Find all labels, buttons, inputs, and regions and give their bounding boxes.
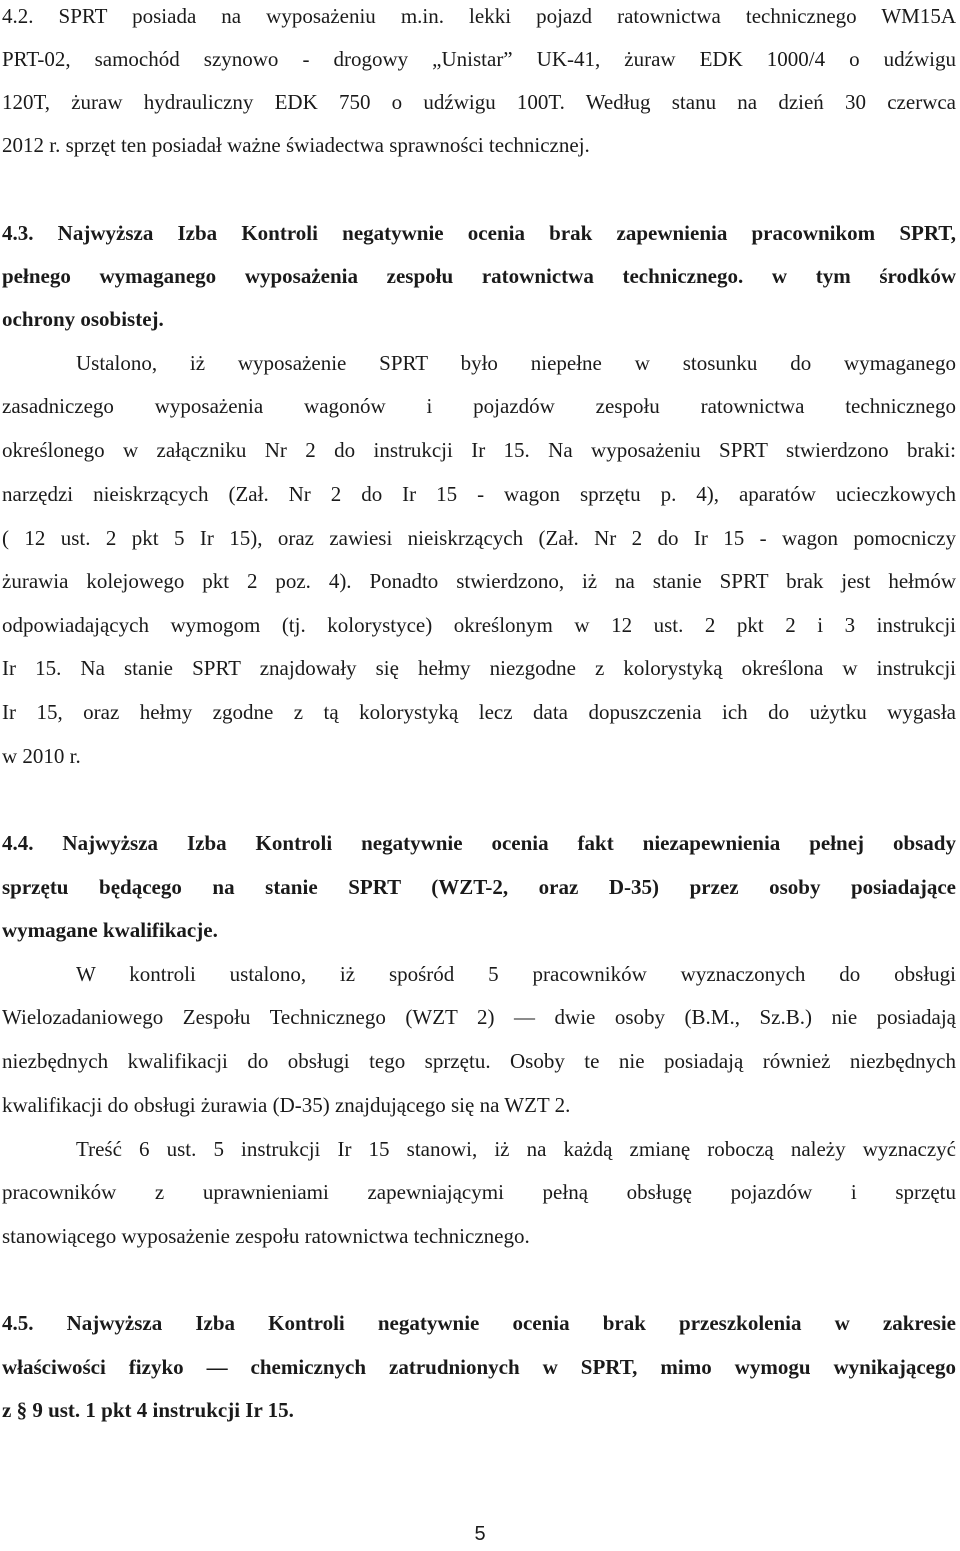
paragraph-4-3-line-2: zasadniczego wyposażenia wagonów i pojazdów zespołu ratownictwa technicznego [2, 394, 956, 418]
paragraph-4-3-line-10: w 2010 r. [2, 744, 81, 768]
heading-4-3-line-3: ochrony osobistej. [2, 307, 164, 331]
heading-4-3-line-2: pełnego wymaganego wyposażenia zespołu ratownictwa technicznego. w tym środków [2, 264, 956, 288]
page-number: 5 [474, 1523, 486, 1545]
heading-4-5-line-2: właściwości fizyko — chemicznych zatrudnionych w SPRT, mimo wymogu wynikającego [2, 1355, 956, 1379]
paragraph-4-3-line-3: określonego w załączniku Nr 2 do instrukcji Ir 15. Na wyposażeniu SPRT stwierdzono braki: [2, 438, 956, 462]
paragraph-4-3-line-6: żurawia kolejowego pkt 2 poz. 4). Ponadto stwierdzono, iż na stanie SPRT brak jest hełmów [2, 569, 956, 593]
paragraph-4-4-line-4: kwalifikacji do obsługi żurawia (D-35) znajdującego się na WZT 2. [2, 1093, 571, 1117]
paragraph-4-2-line-3: 120T, żuraw hydrauliczny EDK 750 o udźwigu 100T. Według stanu na dzień 30 czerwca [2, 90, 956, 114]
paragraph-4-4-line-1: W kontroli ustalono, iż spośród 5 pracowników wyznaczonych do obsługi [76, 962, 956, 986]
heading-4-4-line-1: 4.4. Najwyższa Izba Kontroli negatywnie ocenia fakt niezapewnienia pełnej obsady [2, 831, 956, 855]
paragraph-4-4-line-2: Wielozadaniowego Zespołu Technicznego (WZT 2) — dwie osoby (B.M., Sz.B.) nie posiadają [2, 1005, 956, 1029]
paragraph-4-4-line-3: niezbędnych kwalifikacji do obsługi tego sprzętu. Osoby te nie posiadają również niezbędnych [2, 1049, 956, 1073]
paragraph-4-3-line-4: narzędzi nieiskrzących (Zał. Nr 2 do Ir 15 - wagon sprzętu p. 4), aparatów ucieczkowych [2, 482, 956, 506]
paragraph-4-4b-line-1: Treść 6 ust. 5 instrukcji Ir 15 stanowi, iż na każdą zmianę roboczą należy wyznaczyć [76, 1137, 956, 1161]
paragraph-4-3-line-1: Ustalono, iż wyposażenie SPRT było niepełne w stosunku do wymaganego [76, 351, 956, 375]
heading-4-4-line-2: sprzętu będącego na stanie SPRT (WZT-2, oraz D-35) przez osoby posiadające [2, 875, 956, 899]
paragraph-4-2-line-4: 2012 r. sprzęt ten posiadał ważne świadectwa sprawności technicznej. [2, 133, 590, 157]
paragraph-4-3-line-8: Ir 15. Na stanie SPRT znajdowały się hełmy niezgodne z kolorystyką określona w instrukcji [2, 656, 956, 680]
paragraph-4-4b-line-3: stanowiącego wyposażenie zespołu ratownictwa technicznego. [2, 1224, 530, 1248]
heading-4-3-line-1: 4.3. Najwyższa Izba Kontroli negatywnie ocenia brak zapewnienia pracownikom SPRT, [2, 221, 956, 245]
paragraph-4-2-line-1: 4.2. SPRT posiada na wyposażeniu m.in. lekki pojazd ratownictwa technicznego WM15A [2, 4, 956, 28]
paragraph-4-3-line-7: odpowiadających wymogom (tj. kolorystyce) określonym w 12 ust. 2 pkt 2 i 3 instrukcji [2, 613, 956, 637]
paragraph-4-4b-line-2: pracowników z uprawnieniami zapewniającymi pełną obsługę pojazdów i sprzętu [2, 1180, 956, 1204]
heading-4-5-line-1: 4.5. Najwyższa Izba Kontroli negatywnie ocenia brak przeszkolenia w zakresie [2, 1311, 956, 1335]
paragraph-4-3-line-5: ( 12 ust. 2 pkt 5 Ir 15), oraz zawiesi nieiskrzących (Zał. Nr 2 do Ir 15 - wagon pomocniczy [2, 526, 956, 550]
paragraph-4-3-line-9: Ir 15, oraz hełmy zgodne z tą kolorystyką lecz data dopuszczenia ich do użytku wygasła [2, 700, 956, 724]
heading-4-5-line-3: z § 9 ust. 1 pkt 4 instrukcji Ir 15. [2, 1398, 294, 1422]
heading-4-4-line-3: wymagane kwalifikacje. [2, 918, 218, 942]
paragraph-4-2-line-2: PRT-02, samochód szynowo - drogowy „Unistar” UK-41, żuraw EDK 1000/4 o udźwigu [2, 47, 956, 71]
